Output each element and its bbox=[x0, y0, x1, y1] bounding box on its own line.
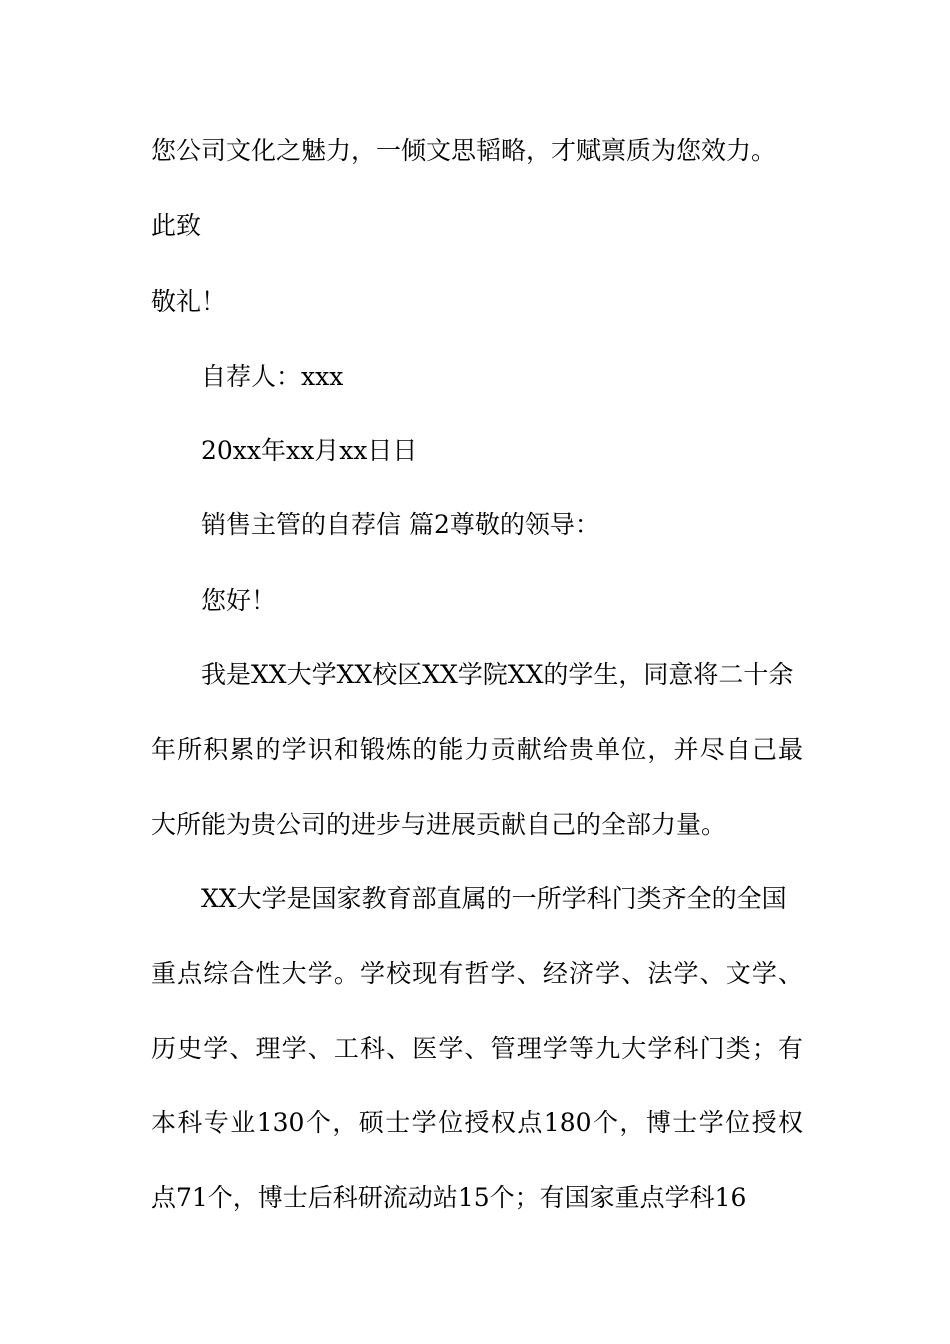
paragraph-line: 点71个，博士后科研流动站15个；有国家重点学科16 bbox=[151, 1183, 747, 1212]
greeting: 您好！ bbox=[201, 586, 277, 615]
paragraph-line: XX大学是国家教育部直属的一所学科门类齐全的全国 bbox=[201, 884, 787, 913]
salutation-jingli: 敬礼！ bbox=[151, 287, 227, 316]
paragraph-line: 我是XX大学XX校区XX学院XX的学生，同意将二十余 bbox=[201, 660, 794, 689]
signature-date: 20xx年xx月xx日日 bbox=[201, 436, 418, 465]
signature-recommender: 自荐人：xxx bbox=[201, 362, 344, 391]
section-heading: 销售主管的自荐信 篇2尊敬的领导： bbox=[201, 510, 600, 539]
letter-closing-sentence: 您公司文化之魅力，一倾文思韬略，才赋禀质为您效力。 bbox=[151, 136, 777, 165]
paragraph-line: 重点综合性大学。学校现有哲学、经济学、法学、文学、 bbox=[151, 959, 803, 988]
paragraph-line: 本科专业130个，硕士学位授权点180个，博士学位授权 bbox=[151, 1108, 803, 1137]
paragraph-line: 大所能为贵公司的进步与进展贡献自己的全部力量。 bbox=[151, 810, 727, 839]
paragraph-line: 年所积累的学识和锻炼的能力贡献给贵单位，并尽自己最 bbox=[151, 735, 803, 764]
salutation-cizhi: 此致 bbox=[151, 211, 202, 240]
paragraph-line: 历史学、理学、工科、医学、管理学等九大学科门类；有 bbox=[151, 1034, 803, 1063]
